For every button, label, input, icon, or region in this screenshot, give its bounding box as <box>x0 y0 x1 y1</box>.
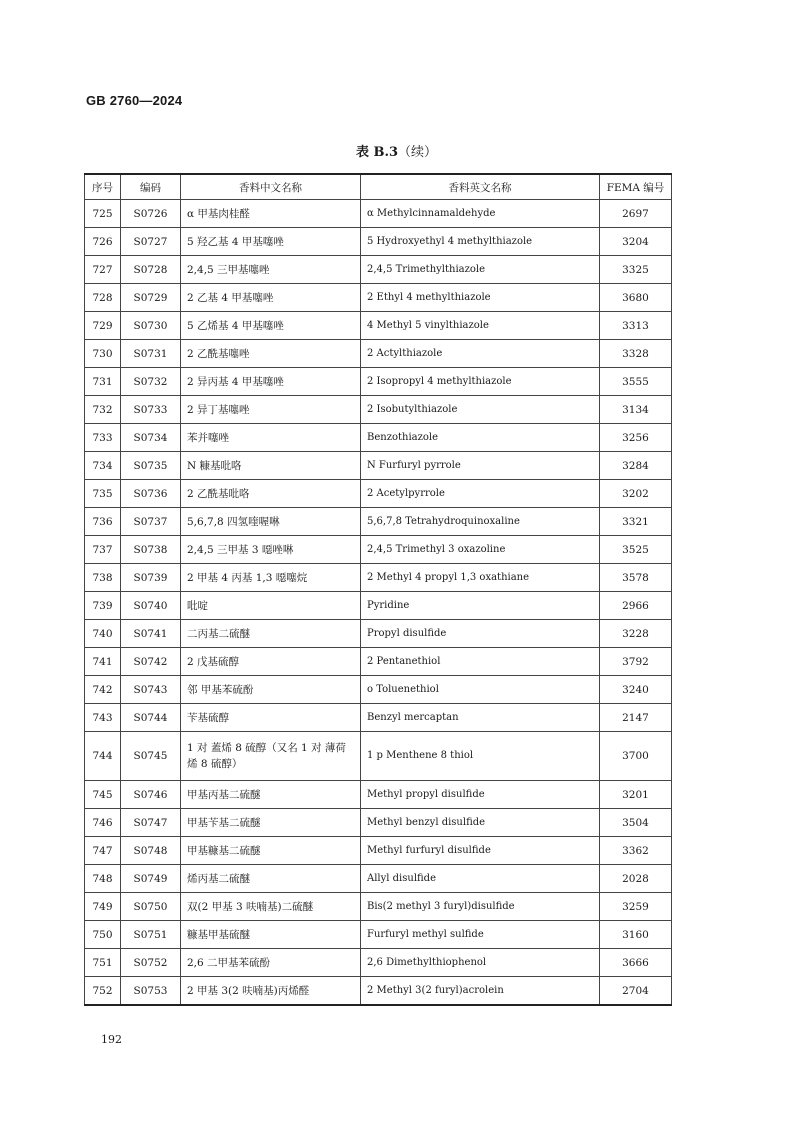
table-row <box>85 893 672 921</box>
table-row <box>85 704 672 732</box>
row-serial: 746 <box>85 809 121 837</box>
row-chinese-name: 2 甲基 3(2 呋喃基)丙烯醛 <box>181 977 361 1006</box>
row-fema-number: 3525 <box>600 536 672 564</box>
row-code: S0734 <box>121 424 181 452</box>
row-code: S0732 <box>121 368 181 396</box>
row-english-name: 2,4,5 Trimethyl 3 oxazoline <box>361 536 600 564</box>
row-english-name: 2 Ethyl 4 methylthiazole <box>361 284 600 312</box>
row-code: S0738 <box>121 536 181 564</box>
row-english-name: 2 Isobutylthiazole <box>361 396 600 424</box>
table-title-main: 表 B.3 <box>355 145 399 160</box>
row-fema-number: 3228 <box>600 620 672 648</box>
row-fema-number: 3202 <box>600 480 672 508</box>
row-code: S0727 <box>121 228 181 256</box>
row-fema-number: 3204 <box>600 228 672 256</box>
standard-code: GB 2760—2024 <box>86 93 183 108</box>
row-serial: 727 <box>85 256 121 284</box>
table-body <box>85 200 672 1006</box>
row-fema-number: 3201 <box>600 781 672 809</box>
table-row <box>85 536 672 564</box>
row-chinese-name: 苯并噻唑 <box>181 424 361 452</box>
row-english-name: 1 p Menthene 8 thiol <box>361 732 600 781</box>
row-serial: 739 <box>85 592 121 620</box>
table-row <box>85 949 672 977</box>
table-row <box>85 284 672 312</box>
row-fema-number: 3240 <box>600 676 672 704</box>
row-chinese-name: 5,6,7,8 四氢喹喔啉 <box>181 508 361 536</box>
row-chinese-name: 2 乙基 4 甲基噻唑 <box>181 284 361 312</box>
row-fema-number: 3313 <box>600 312 672 340</box>
row-code: S0739 <box>121 564 181 592</box>
row-fema-number: 3160 <box>600 921 672 949</box>
row-fema-number: 2147 <box>600 704 672 732</box>
row-serial: 732 <box>85 396 121 424</box>
row-code: S0745 <box>121 732 181 781</box>
table-row <box>85 676 672 704</box>
row-fema-number: 3700 <box>600 732 672 781</box>
row-chinese-name: 2 乙酰基吡咯 <box>181 480 361 508</box>
row-fema-number: 2966 <box>600 592 672 620</box>
row-serial: 750 <box>85 921 121 949</box>
row-fema-number: 3259 <box>600 893 672 921</box>
table-row <box>85 228 672 256</box>
row-serial: 738 <box>85 564 121 592</box>
table-row <box>85 921 672 949</box>
row-code: S0749 <box>121 865 181 893</box>
row-code: S0743 <box>121 676 181 704</box>
row-english-name: Methyl propyl disulfide <box>361 781 600 809</box>
row-fema-number: 3328 <box>600 340 672 368</box>
table-header-row <box>85 174 672 200</box>
row-serial: 731 <box>85 368 121 396</box>
row-code: S0744 <box>121 704 181 732</box>
row-english-name: Bis(2 methyl 3 furyl)disulfide <box>361 893 600 921</box>
row-serial: 734 <box>85 452 121 480</box>
table-row <box>85 452 672 480</box>
row-code: S0736 <box>121 480 181 508</box>
table-row <box>85 480 672 508</box>
row-fema-number: 3321 <box>600 508 672 536</box>
row-chinese-name: 吡啶 <box>181 592 361 620</box>
row-serial: 752 <box>85 977 121 1006</box>
table-title <box>0 141 793 160</box>
row-english-name: Methyl furfuryl disulfide <box>361 837 600 865</box>
row-serial: 749 <box>85 893 121 921</box>
row-fema-number: 3134 <box>600 396 672 424</box>
row-fema-number: 3325 <box>600 256 672 284</box>
row-code: S0728 <box>121 256 181 284</box>
row-fema-number: 3792 <box>600 648 672 676</box>
row-code: S0726 <box>121 200 181 228</box>
row-english-name: Benzothiazole <box>361 424 600 452</box>
table-title-continued: （续） <box>398 145 438 160</box>
row-serial: 740 <box>85 620 121 648</box>
table-row <box>85 620 672 648</box>
row-chinese-name: 苄基硫醇 <box>181 704 361 732</box>
table-row <box>85 648 672 676</box>
col-header-serial: 序号 <box>85 174 121 200</box>
row-chinese-name: 2,6 二甲基苯硫酚 <box>181 949 361 977</box>
row-code: S0742 <box>121 648 181 676</box>
row-english-name: Furfuryl methyl sulfide <box>361 921 600 949</box>
col-header-english-name: 香料英文名称 <box>361 174 600 200</box>
row-code: S0753 <box>121 977 181 1006</box>
row-fema-number: 3284 <box>600 452 672 480</box>
row-english-name: N Furfuryl pyrrole <box>361 452 600 480</box>
row-code: S0737 <box>121 508 181 536</box>
row-chinese-name: 甲基糠基二硫醚 <box>181 837 361 865</box>
row-serial: 736 <box>85 508 121 536</box>
row-code: S0750 <box>121 893 181 921</box>
row-english-name: 2 Isopropyl 4 methylthiazole <box>361 368 600 396</box>
row-english-name: Benzyl mercaptan <box>361 704 600 732</box>
table-row <box>85 368 672 396</box>
table-row <box>85 781 672 809</box>
row-serial: 733 <box>85 424 121 452</box>
row-serial: 744 <box>85 732 121 781</box>
row-chinese-name: 烯丙基二硫醚 <box>181 865 361 893</box>
row-fema-number: 3578 <box>600 564 672 592</box>
row-serial: 735 <box>85 480 121 508</box>
row-code: S0746 <box>121 781 181 809</box>
table-row <box>85 809 672 837</box>
row-fema-number: 2704 <box>600 977 672 1006</box>
row-code: S0733 <box>121 396 181 424</box>
row-chinese-name: 1 对 蓋烯 8 硫醇（又名 1 对 薄荷烯 8 硫醇） <box>181 732 361 781</box>
row-code: S0740 <box>121 592 181 620</box>
flavor-table <box>84 173 672 1006</box>
row-english-name: 2,6 Dimethylthiophenol <box>361 949 600 977</box>
table-row <box>85 837 672 865</box>
row-code: S0741 <box>121 620 181 648</box>
row-chinese-name: 邻 甲基苯硫酚 <box>181 676 361 704</box>
row-english-name: Methyl benzyl disulfide <box>361 809 600 837</box>
row-serial: 725 <box>85 200 121 228</box>
row-serial: 751 <box>85 949 121 977</box>
row-code: S0748 <box>121 837 181 865</box>
row-serial: 748 <box>85 865 121 893</box>
row-serial: 730 <box>85 340 121 368</box>
row-code: S0730 <box>121 312 181 340</box>
row-english-name: 2 Pentanethiol <box>361 648 600 676</box>
row-english-name: Pyridine <box>361 592 600 620</box>
row-code: S0747 <box>121 809 181 837</box>
row-fema-number: 3680 <box>600 284 672 312</box>
row-english-name: 2 Actylthiazole <box>361 340 600 368</box>
row-english-name: 5 Hydroxyethyl 4 methylthiazole <box>361 228 600 256</box>
row-english-name: Allyl disulfide <box>361 865 600 893</box>
row-serial: 741 <box>85 648 121 676</box>
row-serial: 737 <box>85 536 121 564</box>
row-english-name: Propyl disulfide <box>361 620 600 648</box>
row-chinese-name: 2,4,5 三甲基噻唑 <box>181 256 361 284</box>
table-row <box>85 508 672 536</box>
table-row <box>85 865 672 893</box>
row-fema-number: 3555 <box>600 368 672 396</box>
row-code: S0752 <box>121 949 181 977</box>
row-chinese-name: 2 异丁基噻唑 <box>181 396 361 424</box>
row-serial: 745 <box>85 781 121 809</box>
row-chinese-name: 2 异丙基 4 甲基噻唑 <box>181 368 361 396</box>
table-row <box>85 424 672 452</box>
row-chinese-name: 甲基苄基二硫醚 <box>181 809 361 837</box>
row-english-name: o Toluenethiol <box>361 676 600 704</box>
row-code: S0731 <box>121 340 181 368</box>
row-chinese-name: 2 甲基 4 丙基 1,3 噁噻烷 <box>181 564 361 592</box>
row-english-name: α Methylcinnamaldehyde <box>361 200 600 228</box>
row-fema-number: 3504 <box>600 809 672 837</box>
row-fema-number: 2028 <box>600 865 672 893</box>
row-fema-number: 2697 <box>600 200 672 228</box>
row-serial: 743 <box>85 704 121 732</box>
row-english-name: 4 Methyl 5 vinylthiazole <box>361 312 600 340</box>
row-chinese-name: 5 乙烯基 4 甲基噻唑 <box>181 312 361 340</box>
table-row <box>85 732 672 781</box>
col-header-fema: FEMA 编号 <box>600 174 672 200</box>
row-chinese-name: 2 乙酰基噻唑 <box>181 340 361 368</box>
row-chinese-name: 5 羟乙基 4 甲基噻唑 <box>181 228 361 256</box>
page-number: 192 <box>101 1033 122 1046</box>
col-header-code: 编码 <box>121 174 181 200</box>
row-fema-number: 3666 <box>600 949 672 977</box>
table-row <box>85 200 672 228</box>
table-row <box>85 396 672 424</box>
table-row <box>85 312 672 340</box>
row-english-name: 2 Methyl 4 propyl 1,3 oxathiane <box>361 564 600 592</box>
table-row <box>85 564 672 592</box>
row-chinese-name: N 糠基吡咯 <box>181 452 361 480</box>
row-code: S0735 <box>121 452 181 480</box>
table-row <box>85 340 672 368</box>
row-fema-number: 3362 <box>600 837 672 865</box>
row-english-name: 5,6,7,8 Tetrahydroquinoxaline <box>361 508 600 536</box>
table-row <box>85 592 672 620</box>
row-code: S0729 <box>121 284 181 312</box>
row-chinese-name: 2 戊基硫醇 <box>181 648 361 676</box>
table-row <box>85 256 672 284</box>
row-chinese-name: 甲基丙基二硫醚 <box>181 781 361 809</box>
row-fema-number: 3256 <box>600 424 672 452</box>
row-serial: 728 <box>85 284 121 312</box>
row-english-name: 2 Methyl 3(2 furyl)acrolein <box>361 977 600 1006</box>
row-chinese-name: α 甲基肉桂醛 <box>181 200 361 228</box>
row-serial: 747 <box>85 837 121 865</box>
table-row <box>85 977 672 1006</box>
row-chinese-name: 2,4,5 三甲基 3 噁唑啉 <box>181 536 361 564</box>
row-english-name: 2,4,5 Trimethylthiazole <box>361 256 600 284</box>
row-chinese-name: 双(2 甲基 3 呋喃基)二硫醚 <box>181 893 361 921</box>
row-code: S0751 <box>121 921 181 949</box>
row-chinese-name: 二丙基二硫醚 <box>181 620 361 648</box>
row-english-name: 2 Acetylpyrrole <box>361 480 600 508</box>
row-serial: 726 <box>85 228 121 256</box>
row-serial: 729 <box>85 312 121 340</box>
col-header-chinese-name: 香料中文名称 <box>181 174 361 200</box>
row-serial: 742 <box>85 676 121 704</box>
row-chinese-name: 糠基甲基硫醚 <box>181 921 361 949</box>
